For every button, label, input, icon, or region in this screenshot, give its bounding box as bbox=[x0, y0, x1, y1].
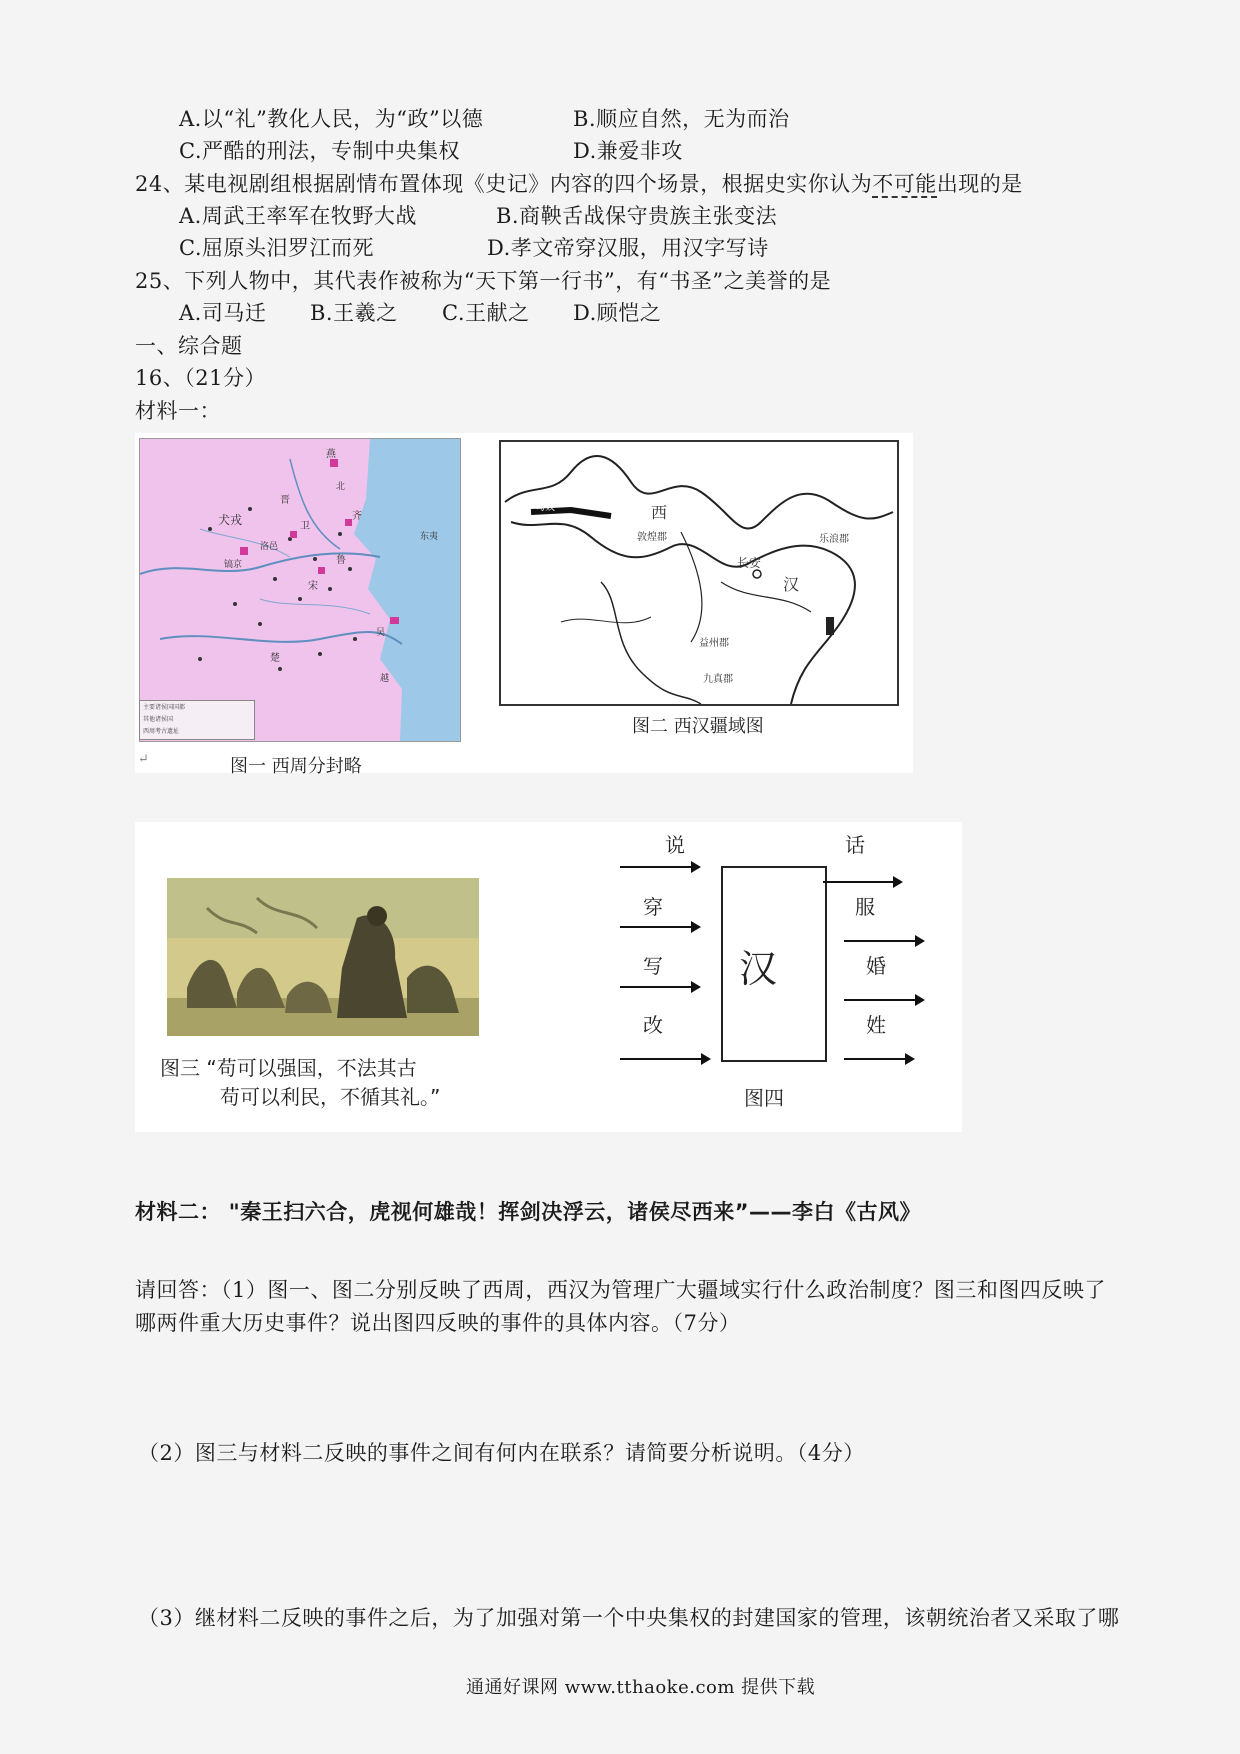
question1-line1: 请回答：（1）图一、图二分别反映了西周，西汉为管理广大疆域实行什么政治制度？图三和图四反映了 bbox=[135, 1278, 1106, 1302]
fig4-right-word-hua: 话 bbox=[845, 833, 865, 857]
return-mark: ↵ bbox=[138, 752, 149, 767]
q24-stem-emphasis: 不可能 bbox=[872, 172, 937, 196]
question1-line2: 哪两件重大历史事件？说出图四反映的事件的具体内容。（7分） bbox=[135, 1311, 741, 1335]
fig4-arrow-left-2 bbox=[620, 926, 699, 928]
fig4-arrow-left-4 bbox=[620, 1058, 709, 1060]
fig4-caption: 图四 bbox=[744, 1086, 784, 1110]
q16-header: 16、（21分） bbox=[135, 366, 266, 390]
fig4-arrow-right-2 bbox=[844, 940, 923, 942]
fig4-right-word-xing: 姓 bbox=[866, 1013, 886, 1037]
q24-stem-pre: 24、某电视剧组根据剧情布置体现《史记》内容的四个场景，根据史实你认为 bbox=[135, 172, 873, 196]
map1-label-quanrong: 犬戎 bbox=[218, 513, 243, 527]
map1-label-lu: 鲁 bbox=[336, 555, 346, 566]
fig4-arrow-right-4 bbox=[844, 1058, 913, 1060]
map2-label-lelang: 乐浪郡 bbox=[819, 534, 849, 545]
western-han-map-svg bbox=[501, 442, 897, 704]
fig3-caption-line1: 图三 “苟可以强国，不法其古 bbox=[160, 1056, 417, 1080]
western-han-map bbox=[499, 440, 899, 706]
map1-label-song: 宋 bbox=[308, 581, 318, 592]
map1-label-qi: 齐 bbox=[352, 511, 362, 522]
q24-stem-post: 出现的是 bbox=[936, 172, 1023, 196]
western-zhou-map-svg bbox=[140, 439, 460, 741]
q24-option-d: D.孝文帝穿汉服，用汉字写诗 bbox=[487, 236, 769, 260]
western-zhou-map bbox=[139, 438, 461, 742]
map2-label-xiongnu: 匈奴 bbox=[535, 502, 555, 513]
painting-svg bbox=[167, 878, 479, 1036]
legend-item: 其他诸侯国 bbox=[143, 716, 174, 723]
fig4-arrow-left-3 bbox=[620, 986, 699, 988]
fig4-left-word-shuo: 说 bbox=[665, 833, 685, 857]
fig4-arrow-left-1 bbox=[620, 866, 699, 868]
footer: 通通好课网 www.tthaoke.com 提供下载 bbox=[466, 1677, 816, 1698]
map2-label-yizhou: 益州郡 bbox=[699, 638, 729, 649]
map1-label-yan: 燕 bbox=[326, 449, 336, 460]
fig4-right-word-fu: 服 bbox=[855, 895, 875, 919]
q25-option-b: B.王羲之 bbox=[310, 301, 398, 325]
q25-option-c: C.王献之 bbox=[442, 301, 530, 325]
q23-option-d: D.兼爱非攻 bbox=[573, 139, 683, 163]
q24-option-c: C.屈原头汨罗江而死 bbox=[179, 236, 374, 260]
map2-label-jiuzhen: 九真郡 bbox=[703, 674, 733, 685]
fig4-left-word-xie: 写 bbox=[643, 954, 663, 978]
fig4-left-word-gai: 改 bbox=[643, 1013, 663, 1037]
q24-option-b: B.商鞅舌战保守贵族主张变法 bbox=[496, 204, 778, 228]
q23-option-c: C.严酷的刑法，专制中央集权 bbox=[179, 139, 460, 163]
map1-label-dongyi: 东夷 bbox=[420, 532, 439, 542]
map1-label-yue: 越 bbox=[380, 674, 390, 684]
map2-label-xi: 西 bbox=[651, 503, 668, 522]
material2-quote: 材料二： "秦王扫六合，虎视何雄哉！挥剑决浮云，诸侯尽西来”——李白《古风》 bbox=[135, 1200, 922, 1224]
shang-yang-debate-painting bbox=[167, 878, 479, 1036]
map1-label-jin: 晋 bbox=[280, 495, 290, 506]
fig1-caption: 图一 西周分封略 bbox=[230, 756, 362, 777]
fig4-center-text: 汉 bbox=[739, 947, 778, 991]
material1-label: 材料一： bbox=[135, 399, 221, 423]
question2: （2）图三与材料二反映的事件之间有何内在联系？请简要分析说明。（4分） bbox=[138, 1441, 865, 1465]
q25-stem: 25、下列人物中，其代表作被称为“天下第一行书”，有“书圣”之美誉的是 bbox=[135, 269, 832, 293]
fig3-caption-line2: 苟可以利民，不循其礼。” bbox=[220, 1085, 441, 1109]
map2-label-dunhuang: 敦煌郡 bbox=[637, 532, 667, 543]
section-title: 一、综合题 bbox=[135, 334, 243, 358]
legend-item: 西周考古遗址 bbox=[143, 728, 180, 735]
fig4-arrow-right-1 bbox=[823, 881, 901, 883]
fig4-left-word-chuan: 穿 bbox=[643, 895, 663, 919]
q25-option-d: D.顾恺之 bbox=[573, 301, 662, 325]
map1-label-chu: 楚 bbox=[270, 653, 280, 664]
question3: （3）继材料二反映的事件之后，为了加强对第一个中央集权的封建国家的管理，该朝统治者又采取了哪 bbox=[138, 1606, 1120, 1630]
fig2-caption: 图二 西汉疆域图 bbox=[632, 716, 764, 737]
q24-stem bbox=[135, 168, 1023, 198]
q25-option-a: A.司马迁 bbox=[179, 301, 267, 325]
map1-label-haojing: 镐京 bbox=[224, 560, 243, 570]
map1-label-wei: 卫 bbox=[300, 521, 310, 532]
map1-label-bei: 北 bbox=[336, 482, 346, 492]
map1-legend bbox=[139, 700, 255, 740]
map1-label-wu: 吴 bbox=[376, 628, 386, 638]
q23-option-a: A.以“礼”教化人民，为“政”以德 bbox=[179, 107, 484, 131]
legend-item: 主要诸侯国国都 bbox=[143, 704, 186, 711]
fig4-right-word-hun: 婚 bbox=[866, 954, 886, 978]
map2-label-changan: 长安 bbox=[737, 556, 762, 570]
map2-label-han: 汉 bbox=[783, 575, 800, 594]
fig4-arrow-right-3 bbox=[844, 999, 923, 1001]
q23-option-b: B.顺应自然，无为而治 bbox=[573, 107, 790, 131]
q24-option-a: A.周武王率军在牧野大战 bbox=[179, 204, 417, 228]
map1-label-luoyi: 洛邑 bbox=[260, 542, 279, 552]
